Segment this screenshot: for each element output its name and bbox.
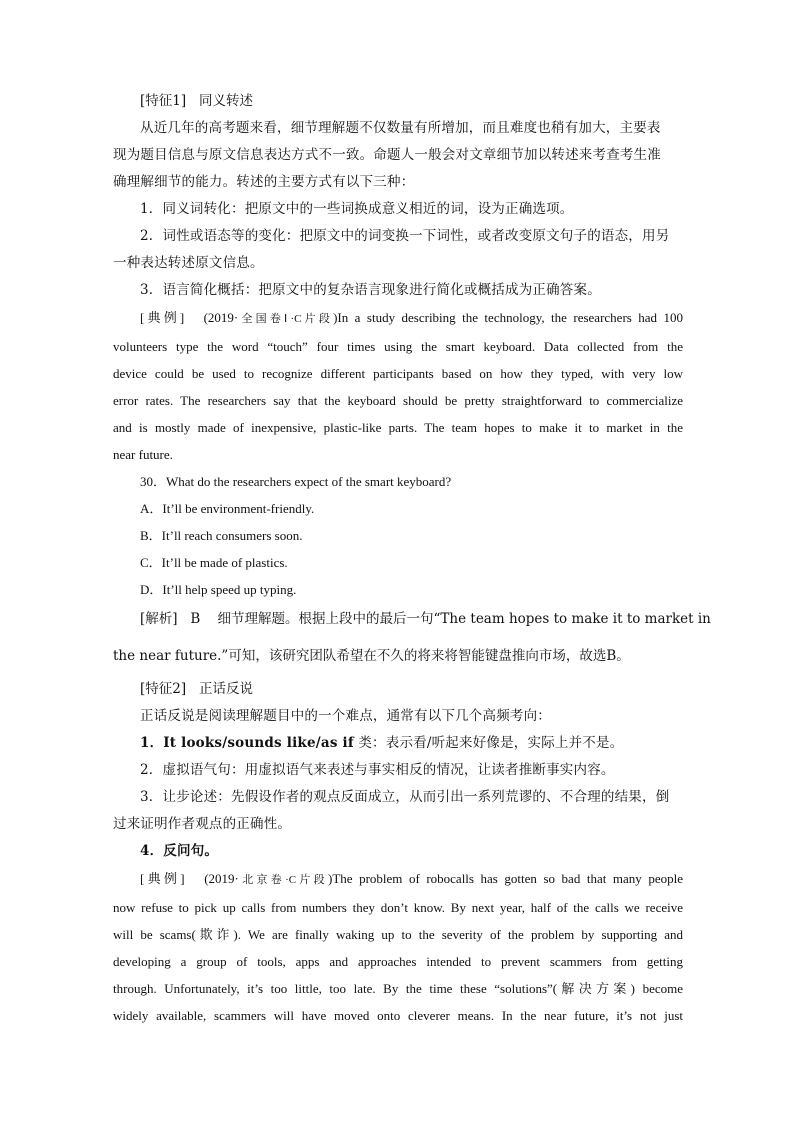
feature1-point2a: 2．词性或语态等的变化：把原文中的词变换一下词性，或者改变原文句子的语态，用另 <box>140 228 670 244</box>
feature2-point4: 4．反问句。 <box>140 843 219 859</box>
analysis-text1: 细节理解题。根据上段中的最后一句“The team hopes to make it to market in <box>217 611 711 627</box>
feature2-tag: [特征2] <box>140 681 187 697</box>
feature1-title: 同义转述 <box>199 93 253 109</box>
example1-tag: [典例] <box>140 310 185 325</box>
feature1-intro-line2: 现为题目信息与原文信息表达方式不一致。命题人一般会对文章细节加以转述来考查考生准 <box>113 147 661 163</box>
feature1-heading <box>113 88 683 115</box>
example1-line1 <box>113 304 683 333</box>
example1-line4: error rates. The researchers say that the keyboard should be pretty straightforward to commercialize <box>113 393 683 408</box>
example2-tag: [典例] <box>140 871 185 886</box>
feature1-point3: 3．语言简化概括：把原文中的复杂语言现象进行简化或概括成为正确答案。 <box>140 282 601 298</box>
feature1-intro-line1: 从近几年的高考题来看，细节理解题不仅数量有所增加，而且难度也稍有加大，主要表 <box>140 120 661 136</box>
example2-line6: widely available, scammers will have moved onto cleverer means. In the near future, it’s not just <box>113 1008 683 1023</box>
feature2-heading <box>113 676 683 703</box>
question-30: 30．What do the researchers expect of the smart keyboard? <box>140 474 452 489</box>
option-b: B．It’ll reach consumers soon. <box>140 528 303 543</box>
feature1-intro-line3: 确理解细节的能力。转述的主要方式有以下三种： <box>113 174 415 190</box>
option-a: A．It’ll be environment-friendly. <box>140 501 315 516</box>
feature2-title: 正话反说 <box>199 681 253 697</box>
analysis-tag: [解析] <box>140 611 178 627</box>
example1-line3: device could be used to recognize different participants based on how they typed, with very low <box>113 366 683 381</box>
document-page <box>113 88 711 1029</box>
feature1-point1: 1．同义词转化：把原文中的一些词换成意义相近的词，设为正确选项。 <box>140 201 574 217</box>
feature2-point1-bold: 1．It looks/sounds like/as if <box>140 735 354 751</box>
example2-text: )The problem of robocalls has gotten so bad that many people <box>327 871 683 886</box>
example2-source: 北京卷·C片段 <box>238 874 328 886</box>
feature2-point3b: 过来证明作者观点的正确性。 <box>113 816 292 832</box>
feature2-intro: 正话反说是阅读理解题目中的一个难点，通常有以下几个高频考向： <box>140 708 551 724</box>
example2-line5: through. Unfortunately, it’s too little, too late. By the time these “solutions”(解决方案) become <box>113 981 683 996</box>
example1-line6: near future. <box>113 447 173 462</box>
feature2-point1 <box>113 730 683 757</box>
option-d: D．It’ll help speed up typing. <box>140 582 297 597</box>
analysis-line1 <box>113 603 711 636</box>
analysis-answer: B <box>190 611 201 627</box>
example2-line4: developing a group of tools, apps and approaches intended to prevent scammers from getting <box>113 954 683 969</box>
feature2-point1-rest: 类：表示看/听起来好像是，实际上并不是。 <box>353 735 624 751</box>
example1-text: )In a study describing the technology, the researchers had 100 <box>333 310 683 325</box>
example1-source: 全国卷Ⅰ·C片段 <box>238 313 334 325</box>
example1-line2: volunteers type the word “touch” four times using the smart keyboard. Data collected from the <box>113 339 683 354</box>
analysis-line2: the near future.”可知，该研究团队希望在不久的将来将智能键盘推向市场，故选B。 <box>113 648 630 664</box>
option-c: C．It’ll be made of plastics. <box>140 555 288 570</box>
example1-year: (2019· <box>203 310 239 325</box>
feature2-point2: 2．虚拟语气句：用虚拟语气来表述与事实相反的情况，让读者推断事实内容。 <box>140 762 615 778</box>
feature2-point3a: 3．让步论述：先假设作者的观点反面成立，从而引出一系列荒谬的、不合理的结果，倒 <box>140 789 670 805</box>
feature1-point2b: 一种表达转述原文信息。 <box>113 255 264 271</box>
example1-line5: and is mostly made of inexpensive, plastic-like parts. The team hopes to make it to market in the <box>113 420 683 435</box>
example2-line1 <box>113 865 683 894</box>
feature1-tag: [特征1] <box>140 93 187 109</box>
example2-line3: will be scams(欺诈). We are finally waking up to the severity of the problem by supporting and <box>113 927 683 942</box>
example2-year: (2019· <box>204 871 239 886</box>
example2-line2: now refuse to pick up calls from numbers they don’t know. By next year, half of the calls we receive <box>113 900 683 915</box>
